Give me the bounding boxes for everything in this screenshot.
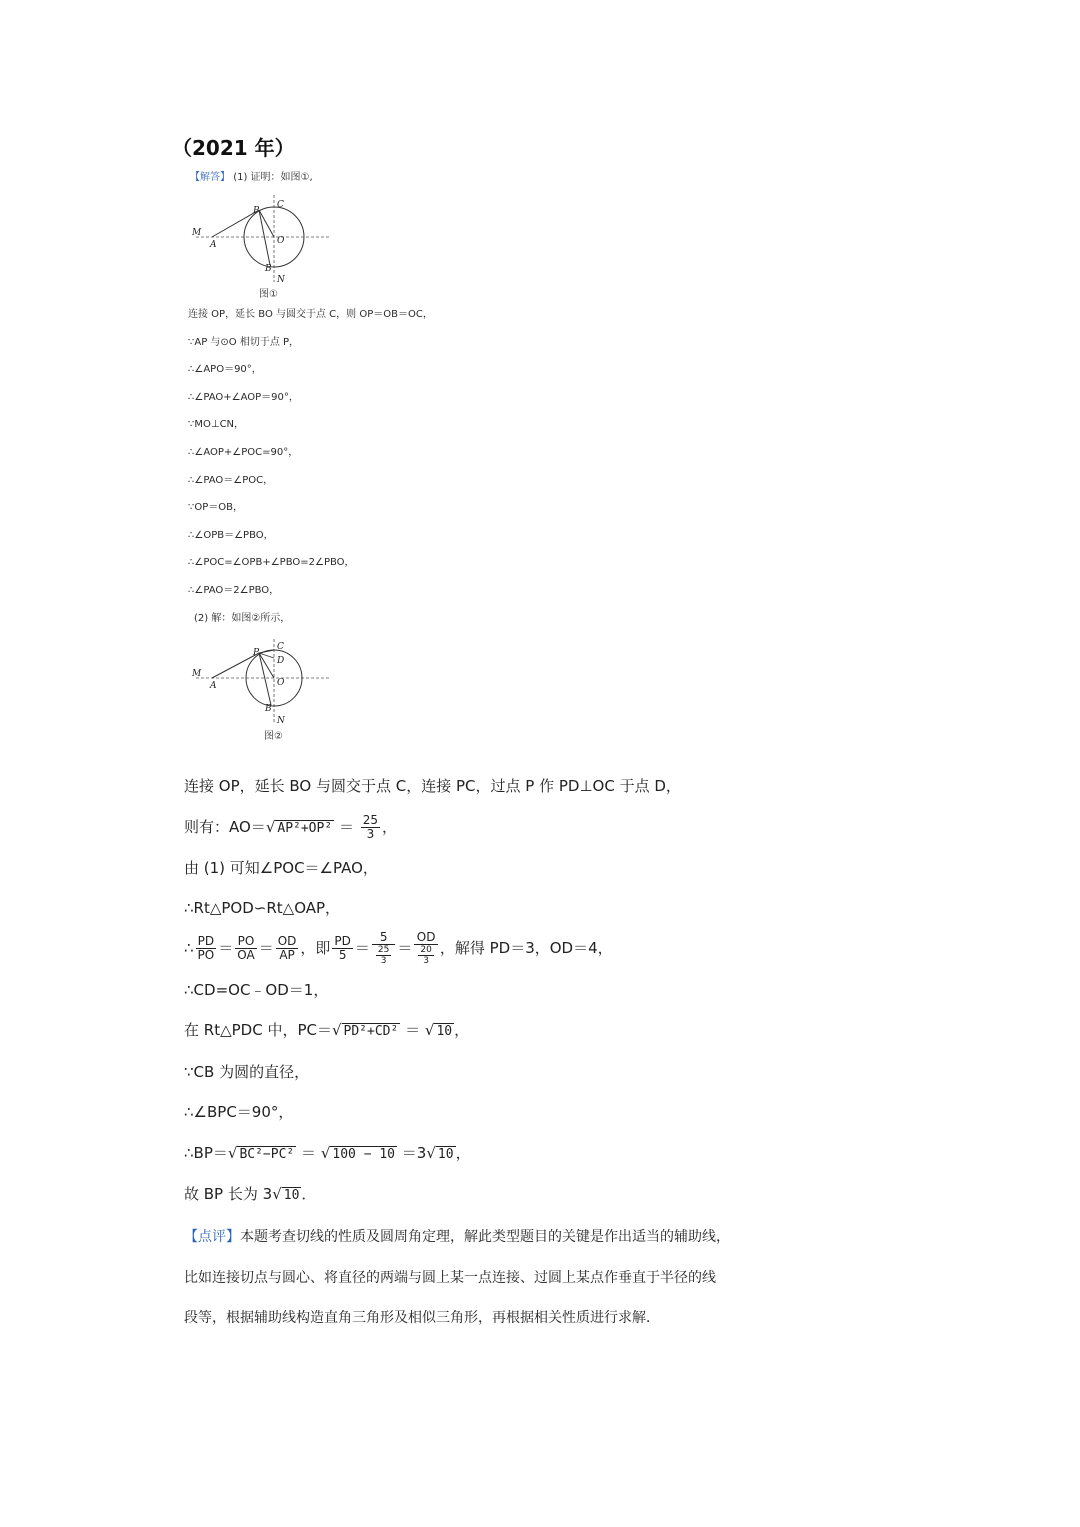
frac-po-oa-num: PO <box>235 935 256 949</box>
label-b-2: B <box>265 704 272 714</box>
sqrt-ap-op-radicand: AP²+OP² <box>277 821 333 836</box>
p2-line-10-prefix: ∴BP＝ <box>184 1144 228 1162</box>
p1-line-10: ∴∠POC=∠OPB+∠PBO=2∠PBO， <box>188 557 355 568</box>
frac-po-oa <box>235 935 256 962</box>
label-m: M <box>192 228 202 238</box>
p2-line-2-eq: ＝ <box>338 818 354 836</box>
p2-line-5 <box>184 928 613 968</box>
eq-2: ＝ <box>258 939 274 957</box>
frac-od-over-20-3 <box>414 931 437 966</box>
frac-od-ap-den: AP <box>279 948 295 962</box>
figure-2-caption: 图② <box>264 731 283 742</box>
review-line-3: 段等，根据辅助线构造直角三角形及相似三角形，再根据相关性质进行求解． <box>184 1310 660 1326</box>
p2-line-7-prefix: 在 Rt△PDC 中，PC＝ <box>184 1021 332 1039</box>
label-a: A <box>210 240 217 250</box>
label-o: O <box>277 236 285 246</box>
part1-intro <box>190 172 313 184</box>
p2-line-11 <box>184 1184 316 1206</box>
p2-line-2-suffix: ， <box>382 818 398 836</box>
sqrt-10-c-radicand: 10 <box>283 1188 300 1203</box>
frac-od-den <box>414 945 437 966</box>
label-p-2: P <box>253 648 260 658</box>
p1-line-8: ∵OP＝OB， <box>188 502 243 513</box>
p1-line-4: ∴∠PAO+∠AOP＝90°， <box>188 392 299 403</box>
p1-line-9: ∴∠OPB＝∠PBO， <box>188 530 274 541</box>
label-n: N <box>277 275 285 284</box>
sqrt-bc-pc: √ BC²−PC² <box>227 1144 295 1162</box>
p1-line-2: ∵AP 与⊙O 相切于点 P， <box>188 337 300 348</box>
answer-tag: 【解答】 <box>190 172 230 183</box>
label-c: C <box>277 200 284 210</box>
p2-line-2-prefix: 则有：AO＝ <box>184 818 266 836</box>
p2-line-11-suffix: ． <box>301 1185 317 1203</box>
p1-line-5: ∵MO⊥CN， <box>188 419 245 430</box>
label-o-2: O <box>277 678 285 688</box>
sqrt-ap-op: √ AP²+OP² <box>265 818 333 836</box>
sqrt-10-c: √ 10 <box>272 1185 300 1203</box>
p2-line-6: ∴CD=OC﹣OD＝1， <box>184 981 329 999</box>
frac-25-3-num: 25 <box>362 813 379 827</box>
p2-line-8: ∵CB 为圆的直径， <box>184 1063 310 1081</box>
frac-pd-po-num: PD <box>196 935 217 949</box>
p2-line-4: ∴Rt△POD∽Rt△OAP， <box>184 899 341 917</box>
part2-intro: (2) 解：如图②所示， <box>194 613 291 624</box>
frac-5-den <box>372 945 395 966</box>
p2-line-3: 由 (1) 可知∠POC＝∠PAO， <box>184 859 378 877</box>
p1-line-3: ∴∠APO＝90°， <box>188 364 262 375</box>
p2-line-9: ∴∠BPC＝90°， <box>184 1103 294 1121</box>
frac-pd-5-den: 5 <box>338 948 347 962</box>
sqrt-10-radicand: 10 <box>436 1024 453 1039</box>
p2-line-10-mid: ＝3 <box>401 1144 427 1162</box>
p2-line-5-tail: ，解得 PD＝3，OD＝4， <box>439 939 613 957</box>
frac-pd-5 <box>332 935 352 962</box>
eq-4: ＝ <box>397 939 413 957</box>
frac-pd-po <box>196 935 217 962</box>
frac-25-3-inner <box>376 945 391 966</box>
review-line-1-text: 本题考查切线的性质及圆周角定理，解此类型题目的关键是作出适当的辅助线， <box>240 1229 730 1245</box>
frac-5-num: 5 <box>372 931 395 945</box>
frac-pd-5-num: PD <box>334 934 351 948</box>
p2-line-1: 连接 OP，延长 BO 与圆交于点 C，连接 PC，过点 P 作 PD⊥OC 于点 D， <box>184 777 681 795</box>
sqrt-pd-cd-radicand: PD²+CD² <box>343 1024 399 1039</box>
p2-line-5-mid: ，即 <box>300 939 331 957</box>
p1-line-7: ∴∠PAO＝∠POC， <box>188 475 274 486</box>
frac-25-inner-num: 25 <box>377 945 390 955</box>
label-a-2: A <box>210 681 217 691</box>
p2-line-7 <box>184 1020 469 1042</box>
sqrt-100-10: √ 100 − 10 <box>320 1144 396 1162</box>
sqrt-10: √ 10 <box>424 1021 453 1039</box>
label-d-2: D <box>277 656 285 666</box>
p1-line-11: ∴∠PAO＝2∠PBO， <box>188 585 280 596</box>
p2-line-11-prefix: 故 BP 长为 3 <box>184 1185 273 1203</box>
sqrt-pd-cd: √ PD²+CD² <box>331 1021 399 1039</box>
label-p: P <box>253 206 260 216</box>
sqrt-bc-pc-radicand: BC²−PC² <box>239 1147 295 1162</box>
p2-line-7-suffix: ， <box>454 1021 470 1039</box>
review-line-2: 比如连接切点与圆心、将直径的两端与圆上某一点连接、过圆上某点作垂直于半径的线 <box>184 1270 716 1286</box>
frac-od-ap <box>276 935 299 962</box>
frac-20-inner-num: 20 <box>420 945 432 955</box>
p1-line-1: 连接 OP，延长 BO 与圆交于点 C，则 OP＝OB＝OC， <box>188 309 433 320</box>
figure-1 <box>186 192 336 284</box>
sqrt-10-b: √ 10 <box>426 1144 454 1162</box>
frac-3b-inner-den: 3 <box>423 956 429 966</box>
p2-line-10-eq: ＝ <box>301 1144 317 1162</box>
label-c-2: C <box>277 642 284 652</box>
year-heading: （2021 年） <box>172 136 295 160</box>
p2-line-2 <box>184 814 397 841</box>
label-m-2: M <box>192 669 202 679</box>
label-n-2: N <box>277 716 285 726</box>
p2-line-10 <box>184 1143 471 1165</box>
part1-intro-text: (1) 证明：如图①, <box>233 172 313 183</box>
p2-line-5-lead: ∴ <box>184 939 194 957</box>
review-line-1 <box>184 1226 730 1246</box>
frac-od-ap-num: OD <box>277 934 297 948</box>
frac-po-oa-den: OA <box>237 948 255 962</box>
frac-25-3 <box>361 814 380 841</box>
figure-1-caption: 图① <box>259 289 278 300</box>
frac-pd-po-den: PO <box>197 948 215 962</box>
sqrt-100-10-radicand: 100 − 10 <box>332 1147 396 1162</box>
eq-3: ＝ <box>354 939 370 957</box>
p2-line-10-suffix: ， <box>455 1144 471 1162</box>
figure-2 <box>186 636 336 726</box>
p2-line-7-eq: ＝ <box>405 1021 421 1039</box>
p1-line-6: ∴∠AOP+∠POC=90°， <box>188 447 299 458</box>
sqrt-10-b-radicand: 10 <box>437 1147 454 1162</box>
frac-od-num: OD <box>414 931 437 945</box>
label-b: B <box>265 264 272 274</box>
review-tag: 【点评】 <box>184 1229 240 1245</box>
eq-1: ＝ <box>218 939 234 957</box>
frac-25-3-den: 3 <box>366 827 375 841</box>
frac-3-inner-den: 3 <box>380 956 387 966</box>
frac-20-3-inner <box>418 945 433 966</box>
frac-5-over-25-3 <box>372 931 395 966</box>
